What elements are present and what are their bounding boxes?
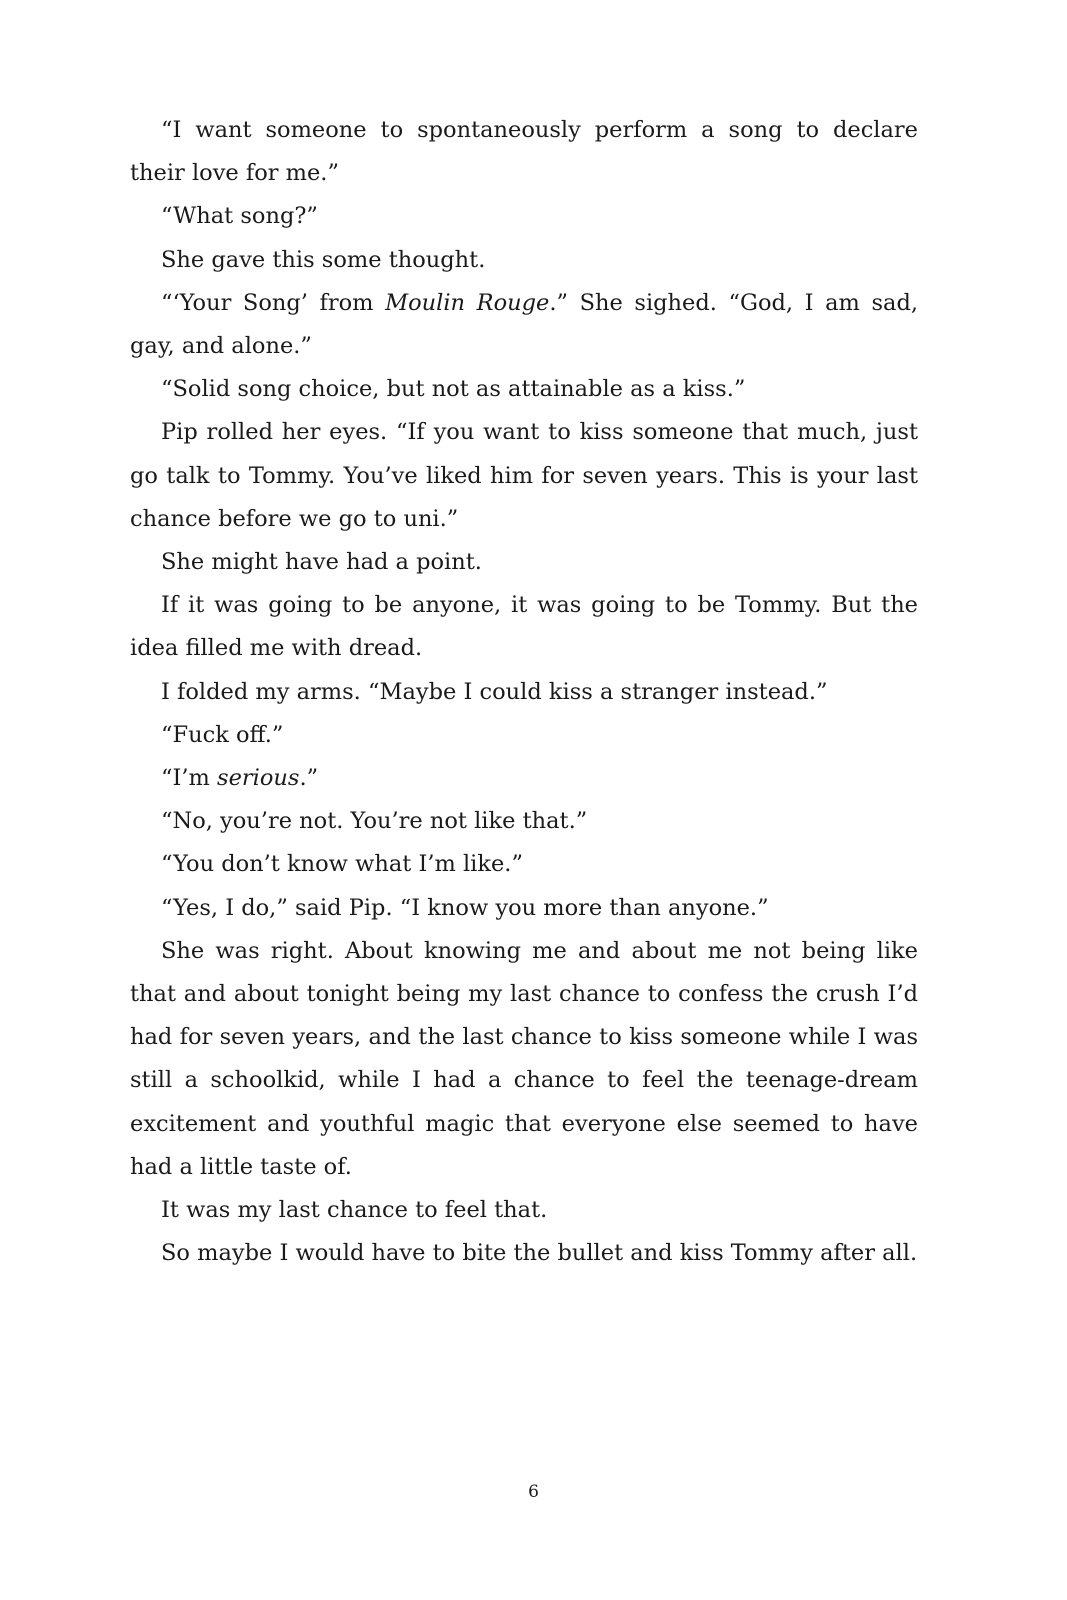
paragraph-text: “‘Your Song’ from	[161, 289, 386, 316]
page-number: 6	[528, 1482, 539, 1502]
italic-emphasis: serious	[217, 765, 300, 792]
paragraph: It was my last chance to feel that.	[161, 1197, 548, 1224]
body-text	[130, 109, 918, 1275]
paragraph: Pip rolled her eyes. “If you want to kiss someone that much, just go talk to Tommy. You’ve liked him for seven years. This is your last chance before we go to uni.”	[130, 419, 918, 532]
paragraph: So maybe I would have to bite the bullet and kiss Tommy after all.	[161, 1240, 918, 1267]
paragraph	[130, 757, 918, 800]
paragraph: “What song?”	[161, 203, 318, 230]
paragraph: “You don’t know what I’m like.”	[161, 851, 523, 878]
paragraph: “Fuck off.”	[161, 721, 284, 748]
paragraph: If it was going to be anyone, it was going to be Tommy. But the idea filled me with dread.	[130, 592, 918, 662]
paragraph-text: .”	[299, 765, 319, 792]
paragraph: “No, you’re not. You’re not like that.”	[161, 808, 588, 835]
paragraph	[130, 282, 918, 368]
paragraph: She gave this some thought.	[161, 246, 486, 273]
paragraph: I folded my arms. “Maybe I could kiss a stranger instead.”	[161, 678, 828, 705]
paragraph: “Solid song choice, but not as attainable as a kiss.”	[161, 376, 746, 403]
paragraph-text: “I’m	[161, 765, 218, 792]
paragraph: “Yes, I do,” said Pip. “I know you more than anyone.”	[161, 894, 769, 921]
paragraph: She was right. About knowing me and about me not being like that and about tonight being my last chance to confess the crush I’d had for seven years, and the last chance to kiss someone while I was still a schoolkid, while I had a chance to feel the teenage-dream excitement and youthful magic that everyone else seemed to have had a little taste of.	[130, 937, 918, 1180]
paragraph: “I want someone to spontaneously perform a song to declare their love for me.”	[130, 117, 918, 187]
italic-title: Moulin Rouge	[385, 289, 550, 316]
paragraph: She might have had a point.	[161, 549, 482, 576]
paragraph-text: .” She sighed. “God, I am sad, gay, and alone.”	[130, 289, 918, 360]
